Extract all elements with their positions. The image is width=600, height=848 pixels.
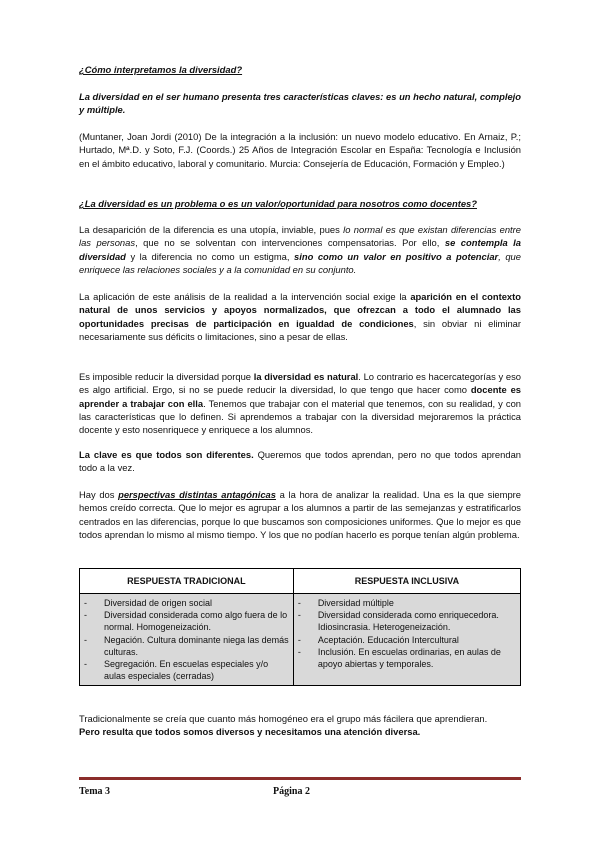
list-tradicional <box>80 594 294 686</box>
paragraph-perspectivas: Hay dos perspectivas distintas antagónicas a la hora de analizar la realidad. Una es la que siempre hemos creído correcta. Que lo mejor es agrupar a los alumnos a partir de las semejanzas y estratificarlos centrados en las diferencias, porque lo que buscamos son composiciones uniformes. Que lo mejor es que todos aprendan lo mismo al mismo tiempo. Y los que no podían hacerlo es porque tenían algún problema. <box>79 489 521 540</box>
citation-muntaner: (Muntaner, Joan Jordi (2010) De la integración a la inclusión: un nuevo modelo educativo. En Arnaiz, P.; Hurtado, Mª.D. y Soto, F.J. (Coords.) 25 Años de Integración Escolar en España: Tecnología e Inclusión en el ámbito educativo, laboral y comunitario. Murcia: Consejería de Educación, Formación y Empleo.) <box>79 131 521 169</box>
heading-interpretar-diversidad: ¿Cómo interpretamos la diversidad? <box>79 64 243 75</box>
list-item: - Diversidad múltiple <box>297 598 394 608</box>
list-inclusiva <box>293 594 520 686</box>
paragraph-intervencion-social: La aplicación de este análisis de la realidad a la intervención social exige la aparición en el contexto natural de unos servicios y apoyos normalizados, que ofrezcan a todo el alumnado las oportunidades precisas de participación en igualdad de condiciones, sin obviar ni eliminar necesariamente sus déficits o limitaciones, sino a pesar de ellas. <box>79 291 521 342</box>
column-header-tradicional: RESPUESTA TRADICIONAL <box>80 569 294 594</box>
paragraph-clave-diferentes: La clave es que todos son diferentes. Queremos que todos aprendan, pero no que todos aprendan todo a la vez. <box>79 449 521 474</box>
list-item: - Negación. Cultura dominante niega las demás culturas. <box>84 634 289 657</box>
column-header-inclusiva: RESPUESTA INCLUSIVA <box>293 569 520 594</box>
footer-page-number: Página 2 <box>273 786 310 797</box>
list-item: - Inclusión. En escuelas ordinarias, en aulas de apoyo abiertas y temporales. <box>297 646 501 670</box>
footer-tema: Tema 3 <box>79 786 111 797</box>
paragraph-desaparicion-diferencia: La desaparición de la diferencia es una utopía, inviable, pues lo normal es que existan diferencias entre las personas, que no se solventan con intervenciones compensatorias. Por ello, se contempla la diversidad y la diferencia no como un estigma, sino como un valor en positivo a potenciar, que enriquece las relaciones sociales y a la comunidad en su conjunto. <box>79 224 521 275</box>
list-item: - Aceptación. Educación Intercultural <box>297 634 459 645</box>
list-item: - Diversidad considerada como enriquecedora. Idiosincrasia. Heterogeneización. <box>297 610 499 633</box>
list-item: - Diversidad considerada como algo fuera de lo normal. Homogeneización. <box>84 610 288 633</box>
paragraph-diversidad-natural: La diversidad en el ser humano presenta tres características claves: es un hecho natural, complejo y múltiple. <box>79 91 521 116</box>
list-item: - Segregación. En escuelas especiales y/o aulas especiales (cerradas) <box>84 659 269 682</box>
paragraph-tradicionalmente: Tradicionalmente se creía que cuanto más homogéneo era el grupo más fácilera que aprendieran. Pero resulta que todos somos diversos y necesitamos una atención diversa. <box>79 713 488 738</box>
paragraph-reducir-diversidad: Es imposible reducir la diversidad porque la diversidad es natural. Lo contrario es hacercategorías y eso es algo artificial. Ergo, si no se puede reducir la diversidad, lo que tengo que hacer como docente es aprender a trabajar con ella. Tenemos que trabajar con el material que tenemos, con su realidad, y con las características que lo definen. Si aprendemos a trabajar con la diversidad mejoraremos la práctica docente y esto nosenriquece y enriquece a los alumnos. <box>79 371 521 436</box>
heading-problema-o-valor: ¿La diversidad es un problema o es un valor/oportunidad para nosotros como docentes? <box>79 198 477 209</box>
comparison-table <box>79 568 521 686</box>
footer-divider <box>79 777 521 780</box>
list-item: - Diversidad de origen social <box>84 598 213 608</box>
